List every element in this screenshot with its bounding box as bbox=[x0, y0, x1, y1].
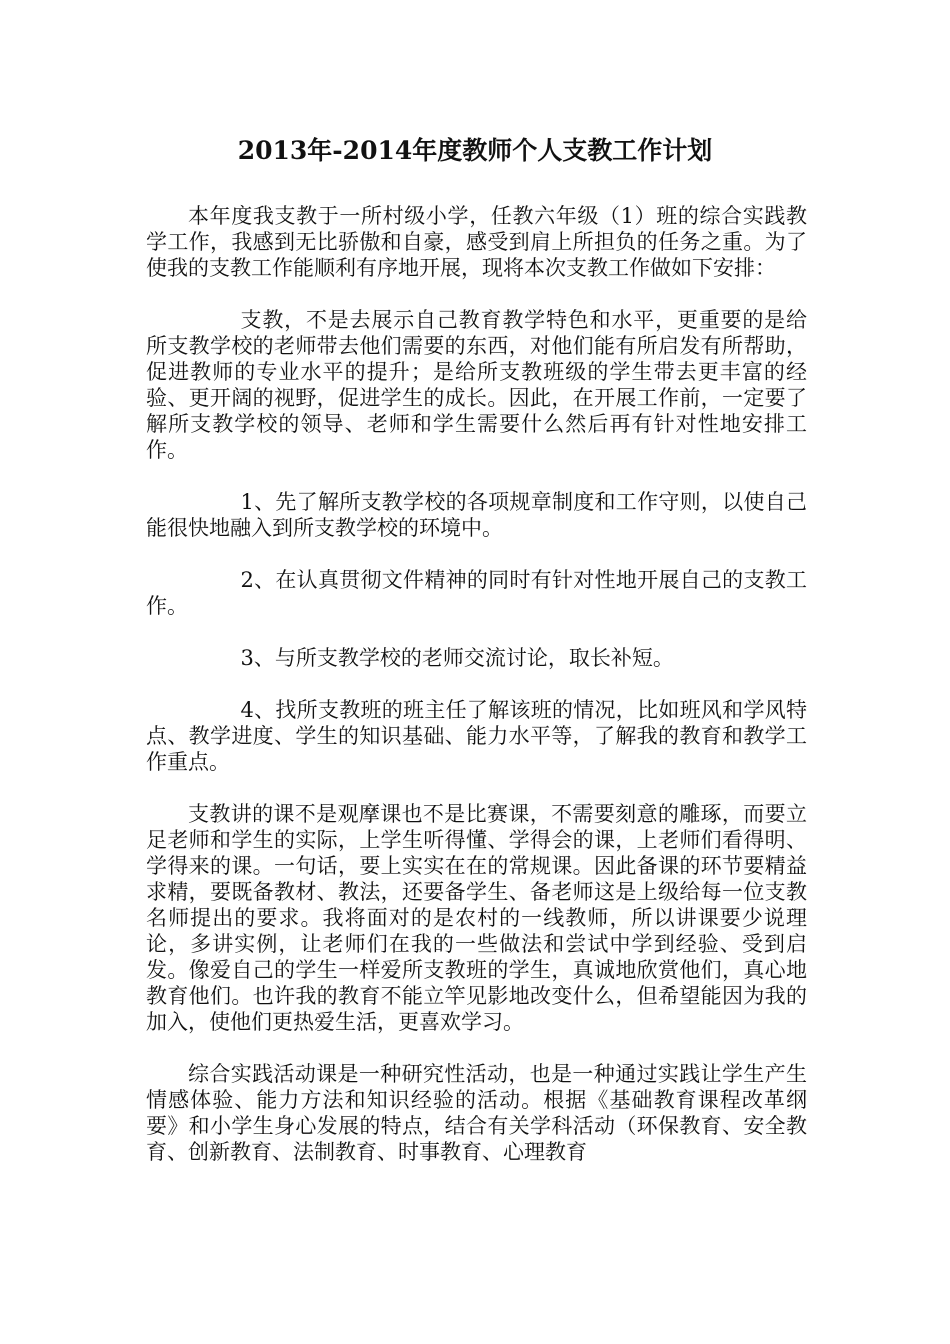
document-title: 2013年-2014年度教师个人支教工作计划 bbox=[237, 136, 713, 165]
paragraph-item-4: 4、找所支教班的班主任了解该班的情况，比如班风和学风特点、教学进度、学生的知识基础、能力水平等，了解我的教育和教学工作重点。 bbox=[146, 698, 807, 774]
paragraph-teaching: 支教讲的课不是观摩课也不是比赛课，不需要刻意的雕琢，而要立足老师和学生的实际，上学生听得懂、学得会的课，上老师们看得明、学得来的课。一句话，要上实实在在的常规课。因此备课的环节要精益求精，要既备教材、教法，还要备学生、备老师这是上级给每一位支教名师提出的要求。我将面对的是农村的一线教师，所以讲课要少说理论，多讲实例，让老师们在我的一些做法和尝试中学到经验、受到启发。像爱自己的学生一样爱所支教班的学生，真诚地欣赏他们，真心地教育他们。也许我的教育不能立竿见影地改变什么，但希望能因为我的加入，使他们更热爱生活，更喜欢学习。 bbox=[146, 802, 807, 1034]
paragraph-item-1: 1、先了解所支教学校的各项规章制度和工作守则，以使自己能很快地融入到所支教学校的环境中。 bbox=[146, 490, 807, 540]
paragraph-item-3: 3、与所支教学校的老师交流讨论，取长补短。 bbox=[240, 646, 674, 670]
document-body bbox=[146, 203, 807, 1191]
paragraph-activities: 综合实践活动课是一种研究性活动，也是一种通过实践让学生产生情感体验、能力方法和知识经验的活动。根据《基础教育课程改革纲要》和小学生身心发展的特点，结合有关学科活动（环保教育、安全教育、创新教育、法制教育、时事教育、心理教育 bbox=[146, 1062, 807, 1164]
paragraph-intro: 本年度我支教于一所村级小学，任教六年级（1）班的综合实践教学工作，我感到无比骄傲和自豪，感受到肩上所担负的任务之重。为了使我的支教工作能顺利有序地开展，现将本次支教工作做如下安排： bbox=[146, 204, 807, 280]
paragraph-purpose: 支教，不是去展示自己教育教学特色和水平，更重要的是给所支教学校的老师带去他们需要的东西，对他们能有所启发有所帮助，促进教师的专业水平的提升；是给所支教班级的学生带去更丰富的经验、更开阔的视野，促进学生的成长。因此，在开展工作前，一定要了解所支教学校的领导、老师和学生需要什么然后再有针对性地安排工作。 bbox=[146, 308, 807, 462]
paragraph-item-2: 2、在认真贯彻文件精神的同时有针对性地开展自己的支教工作。 bbox=[146, 568, 807, 618]
